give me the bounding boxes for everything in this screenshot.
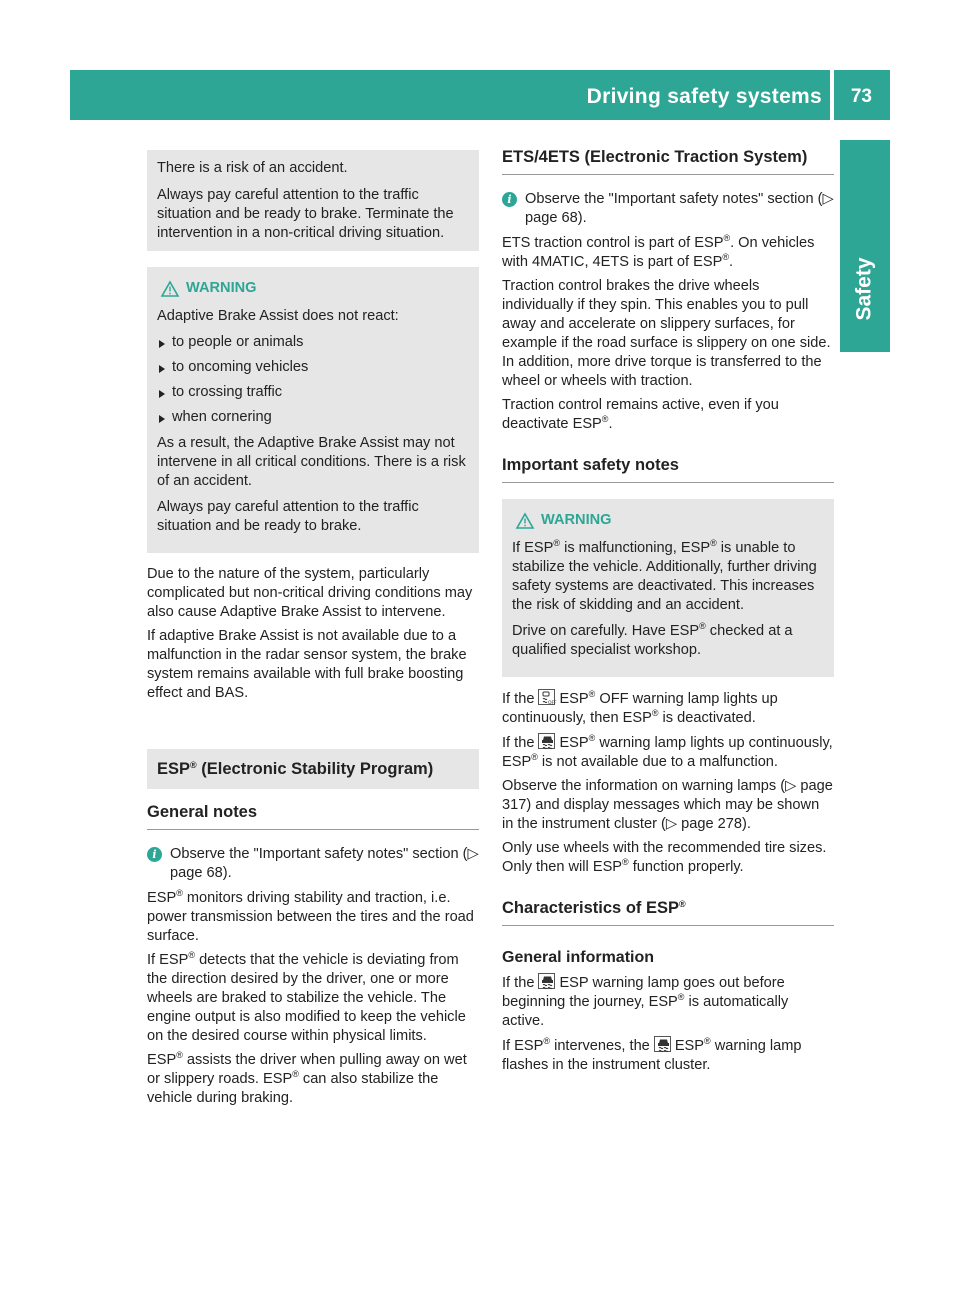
header-divider [830,70,834,120]
attention-text: Always pay careful attention to the traffic situation and be ready to brake. Terminate the intervention in a non-critical driving situation. [157,187,454,241]
paragraph: If adaptive Brake Assist is not available due to a malfunction in the radar sensor system, the brake system remains available with full brake boosting effect and BAS. [147,628,467,701]
warning-text: Drive on carefully. Have ESP® checked at a qualified specialist workshop. [512,621,793,658]
left-column [147,150,479,1108]
characteristics-heading: Characteristics of ESP® [502,899,834,926]
list-item: to people or animals [157,333,469,352]
paragraph: If ESP® intervenes, the ESP® warning lamp flashes in the instrument cluster. [502,1036,802,1073]
list-item: to oncoming vehicles [157,358,469,377]
paragraph: ESP® assists the driver when pulling away on wet or slippery roads. ESP® can also stabilize the vehicle during braking. [147,1050,467,1106]
info-note-text: Observe the "Important safety notes" section (▷ page 68). [525,191,834,226]
risk-text: There is a risk of an accident. [157,160,348,176]
warning-intro: Adaptive Brake Assist does not react: [157,308,399,324]
paragraph: Observe the information on warning lamps (▷ page 317) and display messages which may be shown in the instrument cluster (▷ page 278). [502,778,833,832]
ets-heading: ETS/4ETS (Electronic Traction System) [502,148,834,175]
paragraph: If the ESP warning lamp goes out before beginning the journey, ESP® is automatically active. [502,975,789,1029]
paragraph: Traction control remains active, even if you deactivate ESP®. [502,397,779,432]
warning-text: Always pay careful attention to the traffic situation and be ready to brake. [157,499,419,534]
paragraph: Due to the nature of the system, particularly complicated but non-critical driving conditions may also cause Adaptive Brake Assist to intervene. [147,566,473,620]
esp-lamp-icon [538,973,555,989]
warning-text: As a result, the Adaptive Brake Assist may not intervene in all critical conditions. There is a risk of an accident. [157,435,466,489]
esp-lamp-icon [538,733,555,749]
brake-assist-warning [147,267,479,553]
section-title: Driving safety systems [586,85,822,108]
svg-text:OFF: OFF [548,701,558,706]
paragraph: ESP® monitors driving stability and traction, i.e. power transmission between the tires and the road surface. [147,888,474,944]
header-bar [70,70,890,120]
right-column [502,148,834,1075]
chapter-tab [840,140,890,352]
paragraph: If ESP® detects that the vehicle is deviating from the direction desired by the driver, one or more wheels are braked to stabilize the vehicle. The engine output is also modified to keep the vehicle on the desired course within physical limits. [147,950,466,1044]
info-note [502,190,834,228]
important-safety-heading: Important safety notes [502,456,834,483]
warning-title: WARNING [541,512,612,528]
esp-section-heading: ESP® (Electronic Stability Program) [147,749,479,789]
paragraph: ETS traction control is part of ESP®. On vehicles with 4MATIC, 4ETS is part of ESP®. [502,233,815,270]
warning-text: If ESP® is malfunctioning, ESP® is unable to stabilize the vehicle. Additionally, further driving safety systems are deactivated. This increases the risk of skidding and an accident. [512,538,817,613]
info-icon: i [147,847,162,862]
warning-triangle-icon [516,513,534,529]
general-notes-heading: General notes [147,803,479,830]
warning-title: WARNING [186,280,257,296]
info-note-text: Observe the "Important safety notes" section (▷ page 68). [170,846,479,881]
chapter-tab-label: Safety [853,257,876,321]
paragraph: If the ESP® warning lamp lights up continuously, ESP® is not available due to a malfunction. [502,733,833,770]
warning-continuation-box [147,150,479,251]
list-item: to crossing traffic [157,383,469,402]
paragraph: Only use wheels with the recommended tire sizes. Only then will ESP® function properly. [502,840,827,875]
warning-triangle-icon [161,281,179,297]
info-icon: i [502,192,517,207]
page-number: 73 [850,86,872,107]
esp-lamp-icon [654,1036,671,1052]
esp-off-lamp-icon [538,689,558,706]
paragraph: Traction control brakes the drive wheels individually if they spin. This enables you to pull away and accelerate on slippery surfaces, for example if the road surface is slippery on one side. In addition, more drive torque is transferred to the wheel or wheels with traction. [502,278,831,389]
esp-malfunction-warning [502,499,834,677]
general-information-heading: General information [502,949,655,966]
paragraph: If the OFF ESP® OFF warning lamp lights up continuously, then ESP® is deactivated. [502,689,778,726]
list-item: when cornering [157,408,469,427]
info-note [147,845,479,883]
warning-bullet-list [157,333,469,427]
